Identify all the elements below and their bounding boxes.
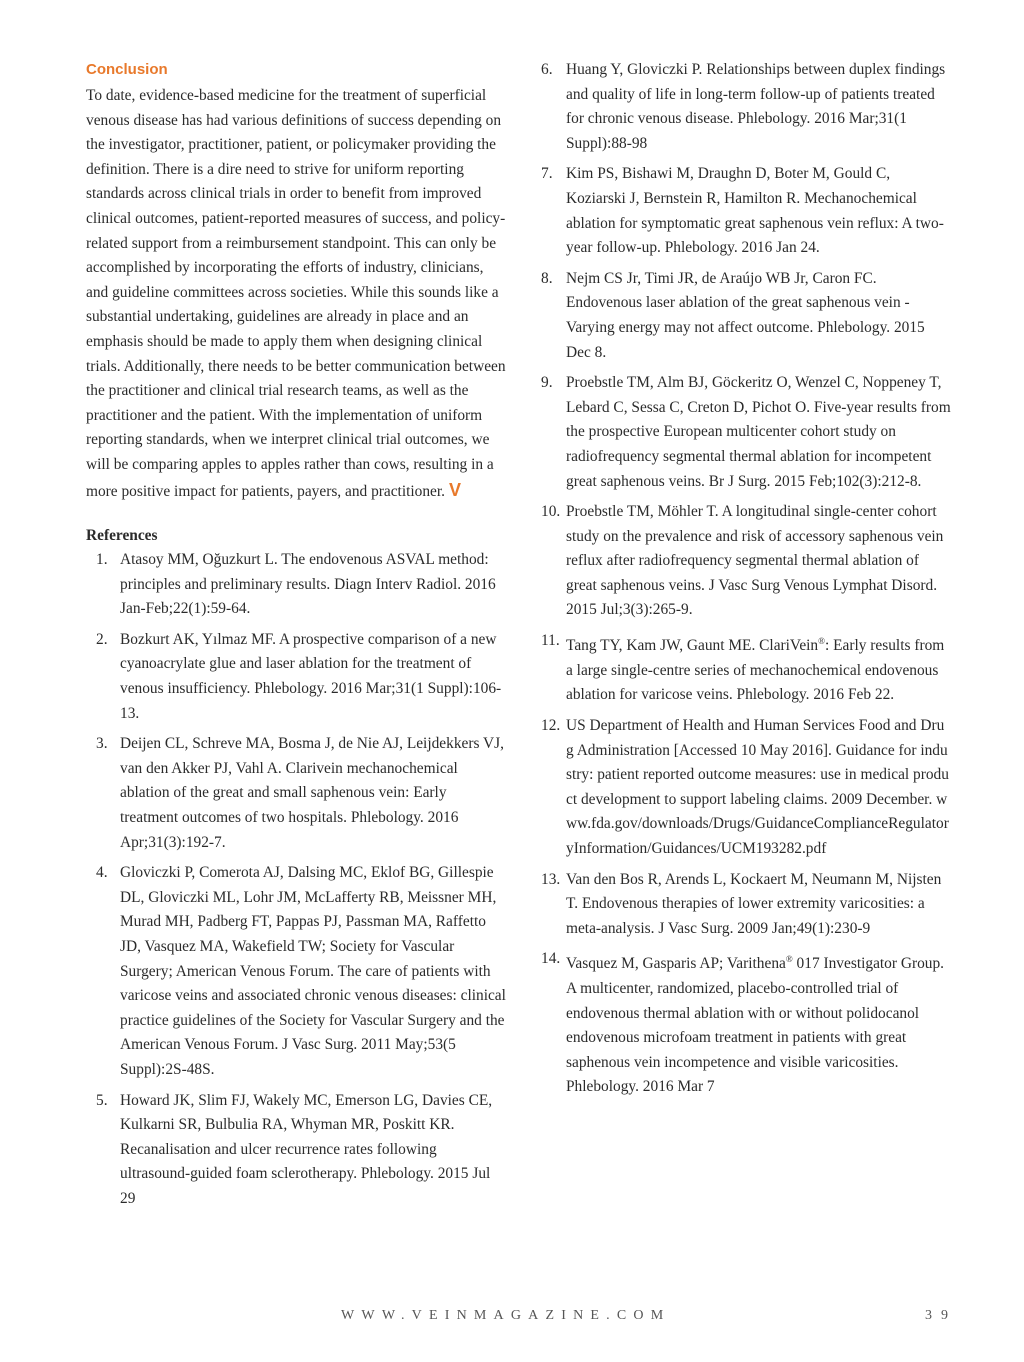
reference-item	[541, 162, 951, 260]
reference-item	[541, 629, 951, 708]
right-column	[541, 58, 951, 1106]
reference-text: Proebstle TM, Alm BJ, Göckeritz O, Wenzel C, Noppeney T, Lebard C, Sessa C, Creton D, Pichot O. Five-year results from the prospective European multicenter cohort study on radiofrequency segmental thermal ablation for incompetent great saphenous veins. Br J Surg. 2015 Feb;102(3):212-8.	[566, 374, 951, 490]
reference-item	[86, 861, 506, 1082]
reference-text: Huang Y, Gloviczki P. Relationships between duplex findings and quality of life in long-term follow-up of patients treated for chronic venous disease. Phlebology. 2016 Mar;31(1 Suppl):88-98	[566, 61, 946, 152]
reference-item	[541, 267, 951, 365]
end-mark-icon: V	[449, 479, 462, 500]
website-link[interactable]: WWW.VEINMAGAZINE.COM	[341, 1308, 671, 1323]
conclusion-body	[86, 84, 506, 504]
reference-number: 9.	[541, 374, 553, 392]
page-number: 39	[925, 1308, 957, 1323]
reference-text-after: : Early results from a large single-centre series of mechanochemical endovenous ablation for varicose veins. Phlebology. 2016 Feb 22.	[566, 637, 945, 704]
reference-number: 11.	[541, 632, 560, 650]
reference-number: 13.	[541, 870, 561, 888]
reference-text: Gloviczki P, Comerota AJ, Dalsing MC, Eklof BG, Gillespie DL, Gloviczki ML, Lohr JM, McLafferty RB, Meissner MH, Murad MH, Padberg FT, Pappas PJ, Passman MA, Raffetto JD, Vasquez MA, Wakefield TW; Society for Vascular Surgery; American Venous Forum. The care of patients with varicose veins and associated chronic venous diseases: clinical practice guidelines of the Society for Vascular Surgery and the American Venous Forum. J Vasc Surg. 2011 May;53(5 Suppl):2S-48S.	[120, 864, 506, 1078]
reference-item	[541, 500, 951, 623]
reference-text	[566, 637, 944, 703]
reference-item	[541, 371, 951, 494]
registered-mark: ®	[818, 636, 825, 647]
reference-item	[541, 714, 951, 862]
reference-text: Van den Bos R, Arends L, Kockaert M, Neumann M, Nijsten T. Endovenous therapies of lower extremity varicosities: a meta-analysis. J Vasc Surg. 2009 Jan;49(1):230-9	[566, 870, 942, 937]
reference-text: US Department of Health and Human Services Food and Drug Administration [Accessed 10 May 2016]. Guidance for industry: patient reported outcome measures: use in medical product development to support labeling claims. 2009 December. www.fda.gov/downloads/Drugs/GuidanceComplianceRegulatoryInformation/Guidances/UCM193282.pdf	[566, 716, 949, 857]
reference-number: 12.	[541, 716, 561, 734]
reference-text: Howard JK, Slim FJ, Wakely MC, Emerson LG, Davies CE, Kulkarni SR, Bulbulia RA, Whyman MR, Poskitt KR. Recanalisation and ulcer recurrence rates following ultrasound-guided foam sclerotherapy. Phlebology. 2015 Jul 29	[120, 1091, 493, 1207]
reference-text: Kim PS, Bishawi M, Draughn D, Boter M, Gould C, Koziarski J, Bernstein R, Hamilton R. Mechanochemical ablation for symptomatic great saphenous vein reflux: A two-year follow-up. Phlebology. 2016 Jan 24.	[566, 165, 944, 257]
reference-number: 1.	[96, 551, 108, 569]
reference-number: 2.	[96, 630, 108, 648]
reference-number: 14.	[541, 950, 561, 968]
reference-text-before: Vasquez M, Gasparis AP; Varithena	[566, 955, 786, 973]
conclusion-heading: Conclusion	[86, 61, 168, 78]
reference-number: 3.	[96, 735, 108, 753]
reference-text	[566, 955, 944, 1095]
reference-number: 4.	[96, 864, 108, 882]
reference-number: 6.	[541, 61, 553, 78]
reference-number: 8.	[541, 269, 553, 287]
reference-item	[541, 868, 951, 942]
reference-number: 10.	[541, 503, 561, 521]
page-footer	[0, 1308, 1024, 1332]
reference-text: Bozkurt AK, Yılmaz MF. A prospective comparison of a new cyanoacrylate glue and laser ablation for the treatment of venous insufficiency. Phlebology. 2016 Mar;31(1 Suppl):106-13.	[120, 630, 502, 722]
conclusion-text: To date, evidence-based medicine for the treatment of superficial venous disease has had various definitions of success depending on the investigator, practitioner, patient, or policymaker providing the definition. There is a dire need to strive for uniform reporting standards across clinical trials in order to benefit from improved clinical outcomes, patient-reported measures of success, and policy-related support from a reimbursement standpoint. This can only be accomplished by incorporating the efforts of industry, clinicians, and guideline committees across societies. While this sounds like a substantial undertaking, guidelines are already in place and an emphasis should be made to apply them when designing clinical trials. Additionally, there needs to be better communication between the practitioner and clinical trial research teams, as well as the practitioner and the patient. With the implementation of uniform reporting standards, when we interpret clinical trial outcomes, we will be comparing apples to apples rather than cows, resulting in a more positive impact for patients, payers, and practitioner.	[86, 87, 506, 500]
reference-text: Proebstle TM, Möhler T. A longitudinal single-center cohort study on the prevalence and risk of accessory saphenous vein reflux after radiofrequency segmental thermal ablation of great saphenous veins. J Vasc Surg Venous Lymphat Disord. 2015 Jul;3(3):265-9.	[566, 503, 944, 619]
reference-text-before: Tang TY, Kam JW, Gaunt ME. ClariVein	[566, 637, 819, 655]
reference-item	[86, 732, 506, 855]
reference-number: 7.	[541, 165, 553, 183]
reference-text-after: 017 Investigator Group. A multicenter, randomized, placebo-controlled trial of endovenous thermal ablation with or without polidocanol endovenous microfoam treatment in patients with great saphenous vein incompetence and visible varicosities. Phlebology. 2016 Mar 7	[566, 955, 945, 1096]
references-list-right	[541, 58, 951, 1100]
reference-number: 5.	[96, 1091, 108, 1109]
reference-item	[86, 548, 506, 622]
registered-mark: ®	[785, 954, 793, 965]
references-heading: References	[86, 527, 158, 545]
reference-item	[86, 1089, 506, 1212]
reference-text: Nejm CS Jr, Timi JR, de Araújo WB Jr, Caron FC. Endovenous laser ablation of the great saphenous vein - Varying energy may not affect outcome. Phlebology. 2015 Dec 8.	[566, 269, 925, 361]
reference-item	[86, 628, 506, 726]
left-column	[86, 58, 506, 1218]
reference-text: Deijen CL, Schreve MA, Bosma J, de Nie AJ, Leijdekkers VJ, van den Akker PJ, Vahl A. Clarivein mechanochemical ablation of the great and small saphenous vein: Early treatment outcomes of two hospitals. Phlebology. 2016 Apr;31(3):192-7.	[120, 735, 504, 851]
reference-item	[541, 947, 951, 1100]
reference-item	[541, 58, 951, 156]
references-list-left	[86, 548, 506, 1211]
reference-text: Atasoy MM, Oğuzkurt L. The endovenous ASVAL method: principles and preliminary results. Diagn Interv Radiol. 2016 Jan-Feb;22(1):59-64.	[120, 551, 496, 618]
